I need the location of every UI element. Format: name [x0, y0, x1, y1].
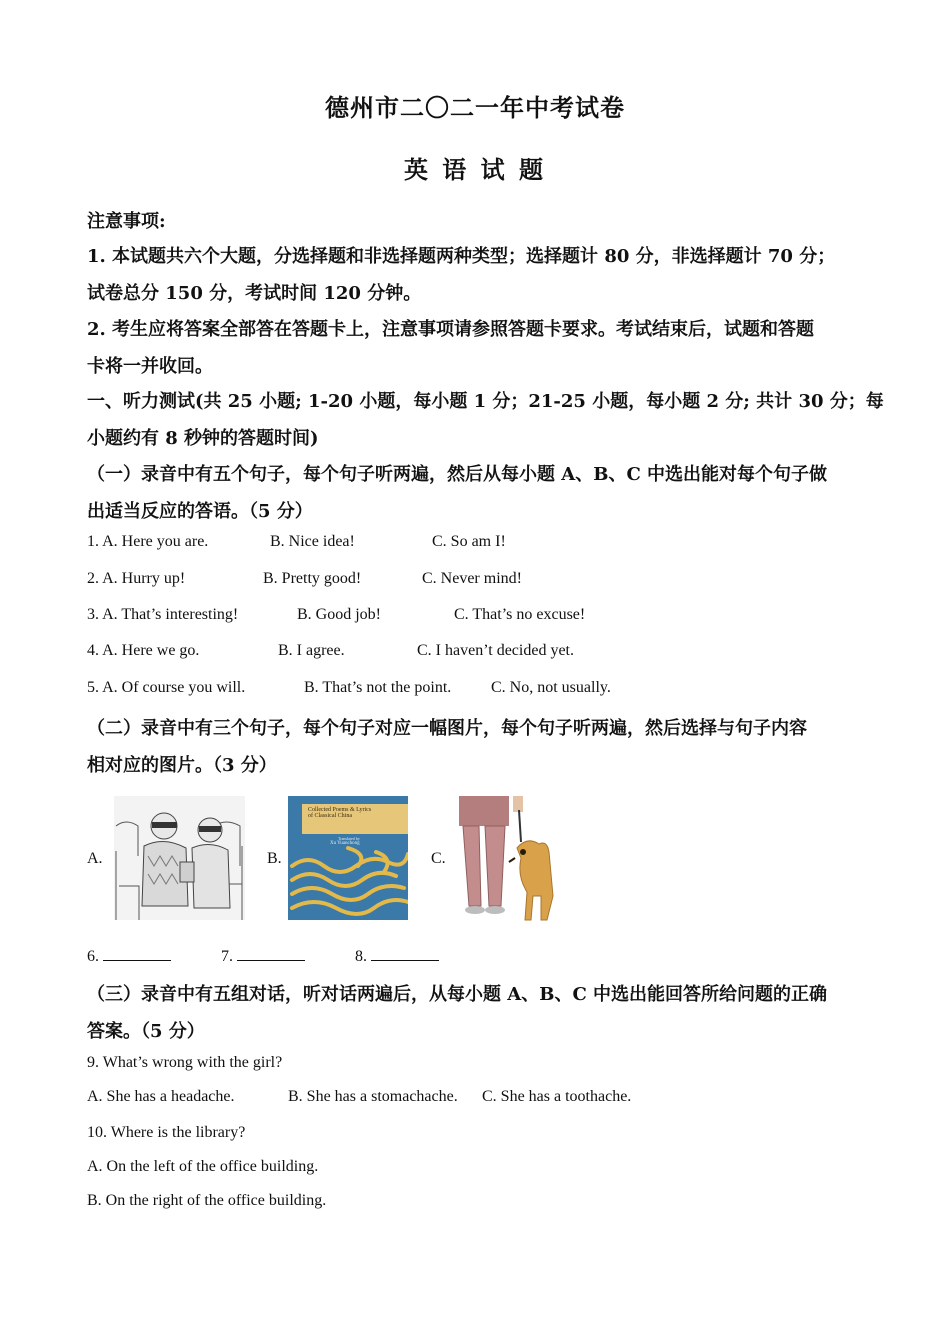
q3-option-a: 3. A. That’s interesting! [87, 606, 239, 623]
book-title-line-2: of Classical China [308, 813, 352, 819]
q3-option-b: B. Good job! [297, 606, 381, 623]
q2-option-b: B. Pretty good! [263, 570, 362, 587]
q4-option-c: C. I haven’t decided yet. [417, 642, 574, 659]
blank-7-number: 7. [221, 948, 233, 965]
picture-label-a: A. [87, 850, 103, 867]
q2-option-a: 2. A. Hurry up! [87, 570, 186, 587]
picture-a-cinema-audience [114, 796, 245, 920]
notes-line-3: 2. 考生应将答案全部答在答题卡上，注意事项请参照答题卡要求。考试结束后，试题和答题 [87, 319, 815, 340]
section1-instruction-1: （一）录音中有五个句子，每个句子听两遍，然后从每小题 A、B、C 中选出能对每个句子做 [87, 464, 828, 485]
q9-option-c: C. She has a toothache. [482, 1088, 632, 1105]
q9-option-b: B. She has a stomachache. [288, 1088, 458, 1105]
blank-7-line[interactable] [237, 946, 305, 961]
q5-option-a: 5. A. Of course you will. [87, 679, 246, 696]
q5-option-c: C. No, not usually. [491, 679, 611, 696]
picture-b-book-cover [288, 796, 408, 920]
blank-6-number: 6. [87, 948, 99, 965]
q9-question: 9. What’s wrong with the girl? [87, 1054, 283, 1071]
book-author-line-2: Xu Yuanchong [330, 841, 360, 846]
q1-option-b: B. Nice idea! [270, 533, 355, 550]
q5-option-b: B. That’s not the point. [304, 679, 452, 696]
section1-instruction-2: 出适当反应的答语。（5 分） [87, 501, 313, 522]
picture-label-b: B. [267, 850, 282, 867]
book-author-line-1: Translated by [338, 836, 360, 841]
part1-heading-line-2: 小题约有 8 秒钟的答题时间) [87, 428, 319, 449]
answer-blank-6[interactable] [87, 946, 171, 966]
q4-option-a: 4. A. Here we go. [87, 642, 200, 659]
notes-line-2: 试卷总分 150 分，考试时间 120 分钟。 [87, 283, 422, 304]
notes-heading: 注意事项: [87, 211, 166, 232]
section2-instruction-2: 相对应的图片。（3 分） [87, 755, 277, 776]
exam-title: 德州市二〇二一年中考试卷 [325, 93, 625, 122]
q1-option-a: 1. A. Here you are. [87, 533, 209, 550]
blank-6-line[interactable] [103, 946, 171, 961]
subject-title: 英 语 试 题 [403, 155, 547, 184]
notes-line-1: 1. 本试题共六个大题，分选择题和非选择题两种类型；选择题计 80 分，非选择题计 70 分； [87, 246, 836, 267]
q10-option-b: B. On the right of the office building. [87, 1192, 327, 1209]
book-title-line-1: Collected Poems & Lyrics [308, 807, 372, 813]
q10-option-a: A. On the left of the office building. [87, 1158, 319, 1175]
part1-heading-line-1: 一、听力测试(共 25 小题; 1-20 小题，每小题 1 分；21-25 小题，每小题 2 分; 共计 30 分；每 [87, 391, 884, 412]
section3-instruction-2: 答案。（5 分） [87, 1021, 205, 1042]
q2-option-c: C. Never mind! [422, 570, 522, 587]
answer-blank-7[interactable] [221, 946, 305, 966]
q9-option-a: A. She has a headache. [87, 1088, 235, 1105]
picture-label-c: C. [431, 850, 446, 867]
notes-line-4: 卡将一并收回。 [87, 356, 213, 377]
section3-instruction-1: （三）录音中有五组对话，听对话两遍后，从每小题 A、B、C 中选出能回答所给问题的正确 [87, 984, 828, 1005]
q4-option-b: B. I agree. [278, 642, 345, 659]
q3-option-c: C. That’s no excuse! [454, 606, 586, 623]
blank-8-number: 8. [355, 948, 367, 965]
q1-option-c: C. So am I! [432, 533, 506, 550]
picture-c-guide-dog [457, 796, 567, 922]
answer-blank-8[interactable] [355, 946, 439, 966]
blank-8-line[interactable] [371, 946, 439, 961]
section2-instruction-1: （二）录音中有三个句子，每个句子对应一幅图片，每个句子听两遍，然后选择与句子内容 [87, 718, 807, 739]
q10-question: 10. Where is the library? [87, 1124, 246, 1141]
